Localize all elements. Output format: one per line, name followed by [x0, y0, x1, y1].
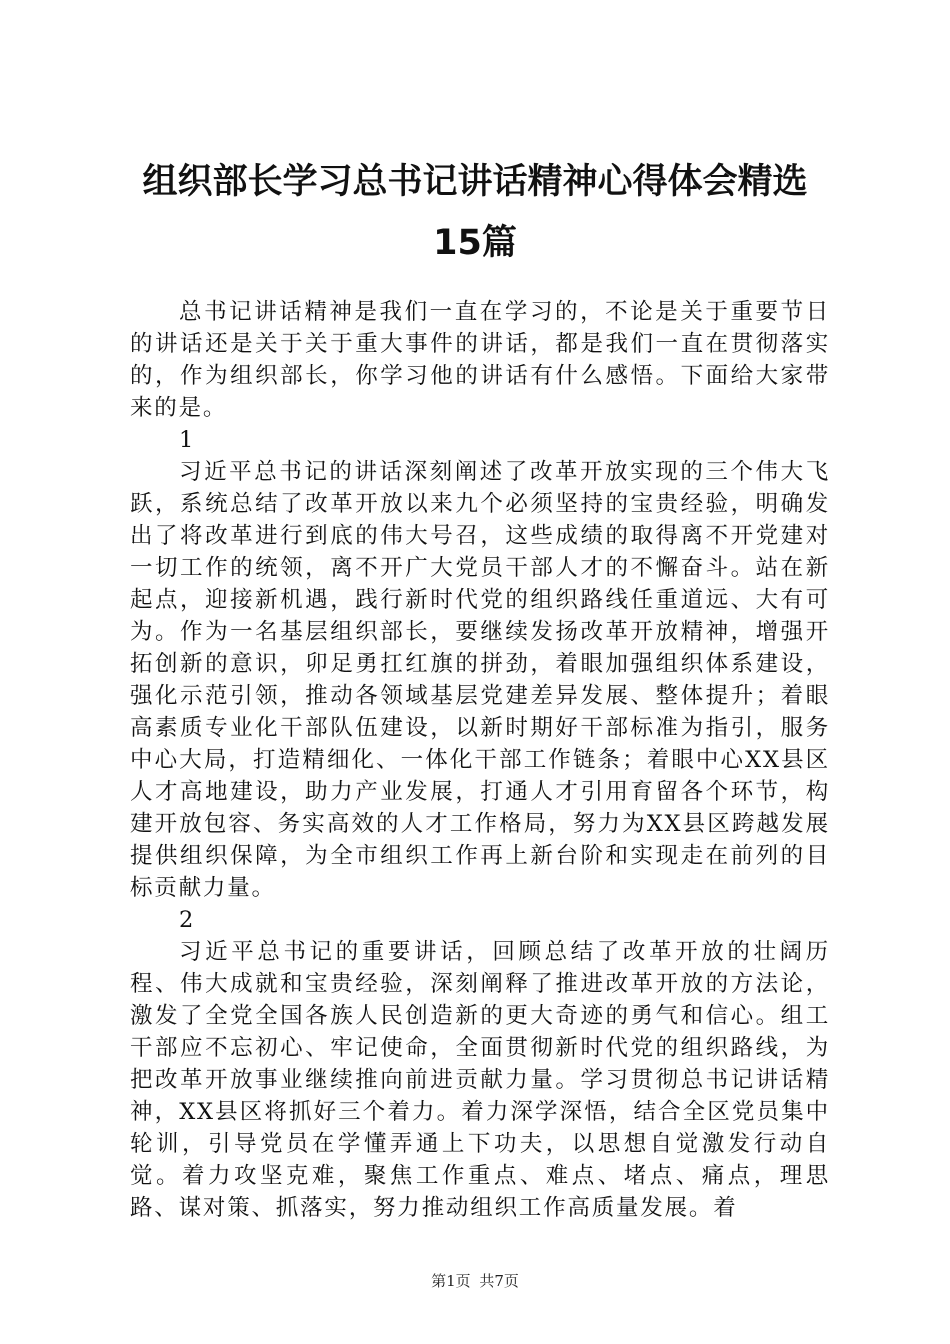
- page-number: 第1页: [431, 1272, 471, 1290]
- document-body: [130, 296, 830, 1224]
- document-title-line1: 组织部长学习总书记讲话精神心得体会精选: [142, 162, 808, 202]
- section-number-1: 1: [179, 427, 196, 453]
- document-title-line2: 15篇: [433, 223, 517, 263]
- total-pages: 共7页: [479, 1272, 519, 1290]
- section-paragraph-1: 习近平总书记的讲话深刻阐述了改革开放实现的三个伟大飞跃，系统总结了改革开放以来九个必须坚持的宝贵经验，明确发出了将改革进行到底的伟大号召，这些成绩的取得离不开党建对一切工作的统领，离不开广大党员干部人才的不懈奋斗。站在新起点，迎接新机遇，践行新时代党的组织路线任重道远、大有可为。作为一名基层组织部长，要继续发扬改革开放精神，增强开拓创新的意识，卯足勇扛红旗的拼劲，着眼加强组织体系建设，强化示范引领，推动各领域基层党建差异发展、整体提升；着眼高素质专业化干部队伍建设，以新时期好干部标准为指引，服务中心大局，打造精细化、一体化干部工作链条；着眼中心XX县区人才高地建设，助力产业发展，打通人才引用育留各个环节，构建开放包容、务实高效的人才工作格局，努力为XX县区跨越发展提供组织保障，为全市组织工作再上新台阶和实现走在前列的目标贡献力量。: [130, 459, 830, 901]
- intro-paragraph: 总书记讲话精神是我们一直在学习的，不论是关于重要节日的讲话还是关于关于重大事件的讲话，都是我们一直在贯彻落实的，作为组织部长，你学习他的讲话有什么感悟。下面给大家带来的是。: [130, 299, 830, 421]
- section-paragraph-2: 习近平总书记的重要讲话，回顾总结了改革开放的壮阔历程、伟大成就和宝贵经验，深刻阐释了推进改革开放的方法论，激发了全党全国各族人民创造新的更大奇迹的勇气和信心。组工干部应不忘初心、牢记使命，全面贯彻新时代党的组织路线，为把改革开放事业继续推向前进贡献力量。学习贯彻总书记讲话精神，XX县区将抓好三个着力。着力深学深悟，结合全区党员集中轮训，引导党员在学懂弄通上下功夫，以思想自觉激发行动自觉。着力攻坚克难，聚焦工作重点、难点、堵点、痛点，理思路、谋对策、抓落实，努力推动组织工作高质量发展。着: [130, 939, 830, 1221]
- page-footer: [0, 1271, 950, 1291]
- section-number-2: 2: [179, 907, 196, 933]
